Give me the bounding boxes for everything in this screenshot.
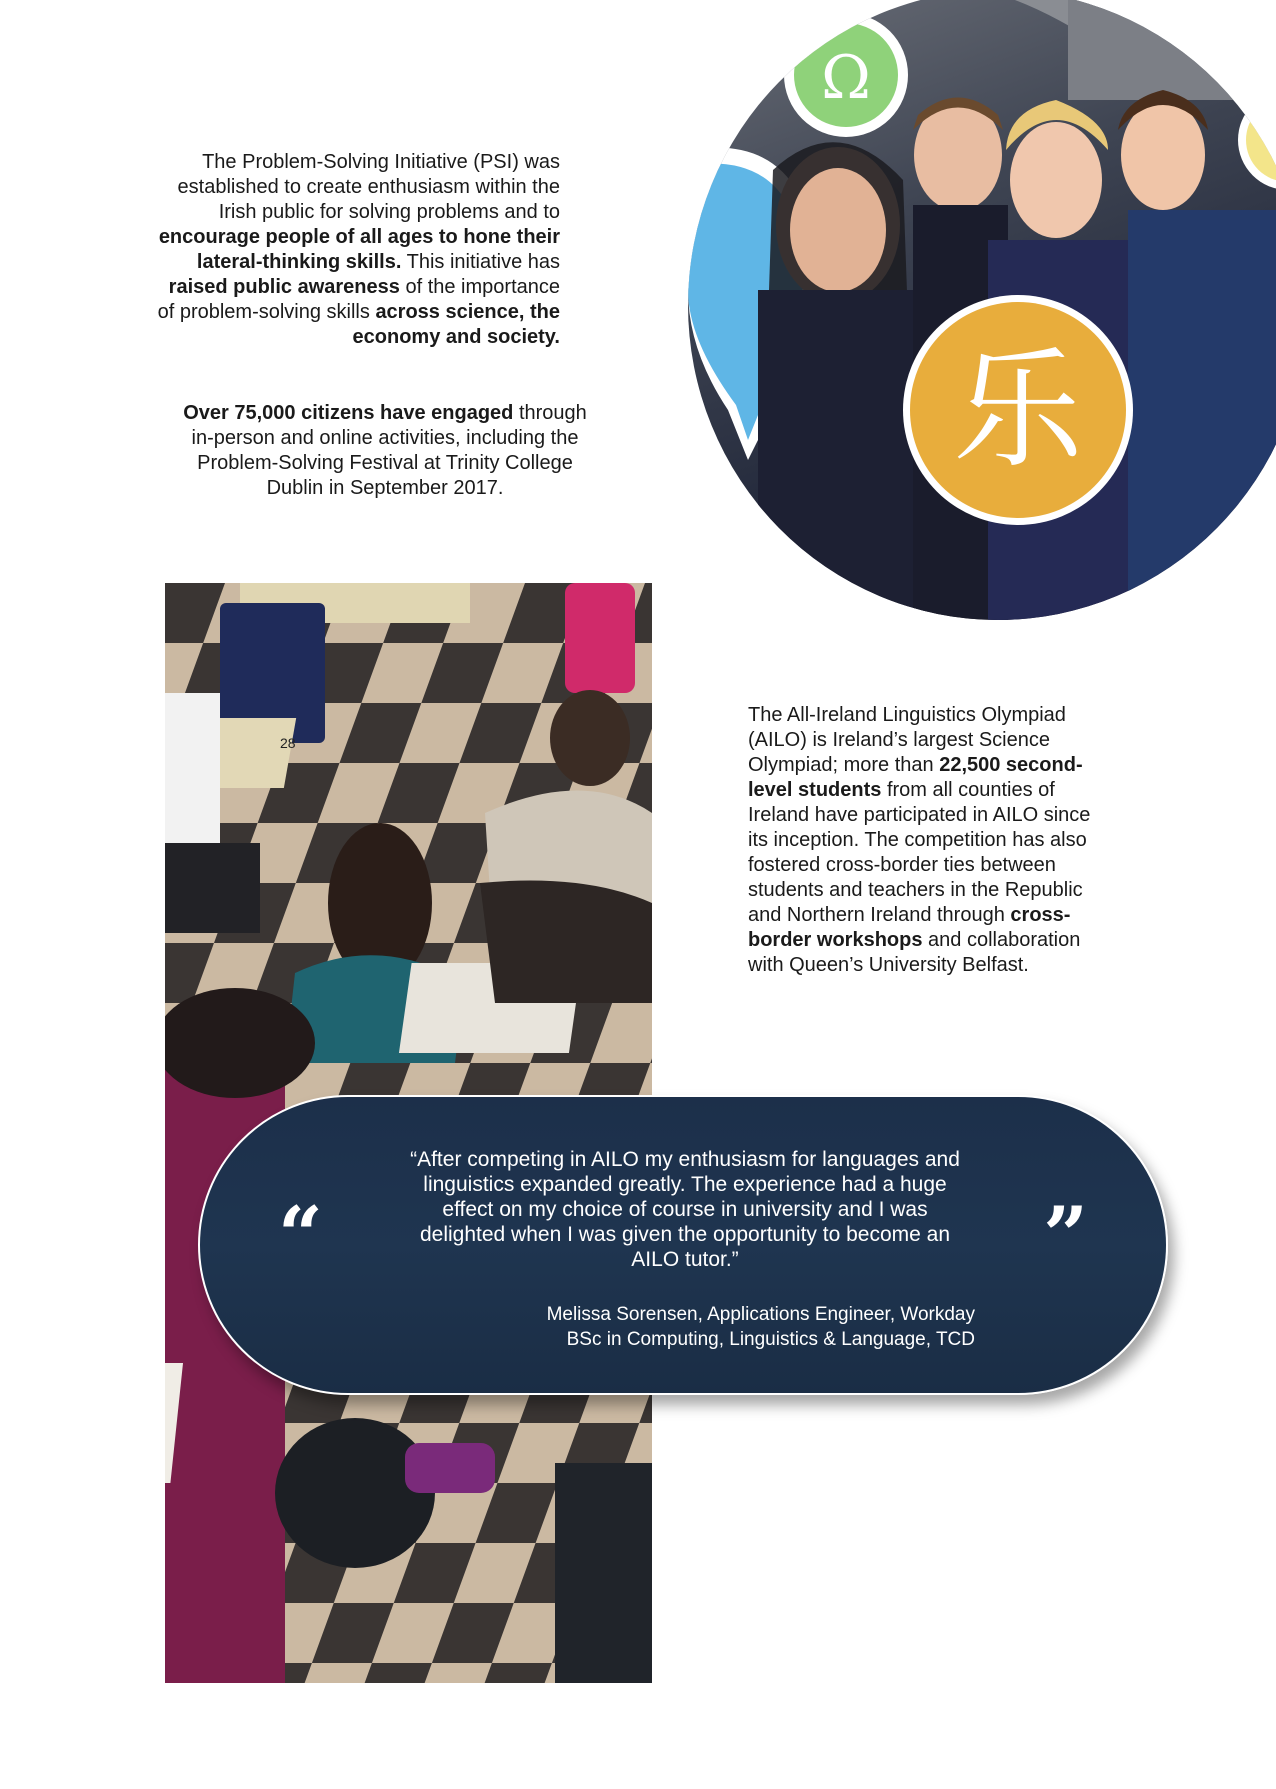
close-quote-icon: ” [1043, 1190, 1088, 1281]
psi-intro-bold-3: across science, the economy and society. [352, 301, 560, 348]
desk-number-label: 28 [280, 735, 296, 751]
ailo-paragraph [748, 703, 1108, 978]
testimonial-quote-box [198, 1095, 1168, 1395]
quote-text: “After competing in AILO my enthusiasm for languages and linguistics expanded greatly. The experience had a huge effect on my choice of course in university and I was delighted when I was given the opportunity to become an AILO tutor.” [410, 1148, 960, 1271]
psi-engaged-bold: Over 75,000 citizens have engaged [183, 402, 514, 424]
quote-degree: BSc in Computing, Linguistics & Language, TCD [566, 1329, 975, 1350]
ailo-text-2: from all counties of Ireland have participated in AILO since its inception. The competition has also fostered cross-border ties between students and teachers in the Republic and Northern Ireland through [748, 779, 1091, 926]
psi-intro-text-1: The Problem-Solving Initiative (PSI) was established to create enthusiasm within the Irish public for solving problems and to [177, 151, 560, 223]
open-quote-icon: “ [278, 1190, 323, 1281]
psi-engaged-text: through in-person and online activities, including the Problem-Solving Festival at Trinity College Dublin in September 2017. [191, 402, 587, 499]
psi-intro-bold-2: raised public awareness [168, 276, 400, 298]
psi-intro-paragraph [150, 150, 560, 350]
omega-sign-text: Ω [821, 43, 871, 113]
psi-intro-text-3: of the importance of problem-solving skills [157, 276, 560, 323]
ailo-text-3: and collaboration with Queen’s University Belfast. [748, 929, 1081, 976]
testimonial-quote-text [400, 1147, 970, 1272]
quote-author: Melissa Sorensen, Applications Engineer, Workday [546, 1304, 975, 1325]
psi-engagement-paragraph [170, 401, 600, 501]
students-photo [688, 0, 1276, 620]
ailo-bold-1: 22,500 second-level students [748, 754, 1083, 801]
testimonial-attribution [430, 1302, 975, 1352]
ailo-bold-2: cross-border workshops [748, 904, 1071, 951]
psi-intro-bold-1: encourage people of all ages to hone their lateral-thinking skills. [158, 226, 560, 273]
le-sign-text: 乐 [952, 334, 1084, 486]
psi-intro-text-2: This initiative has [401, 251, 560, 273]
ailo-text-1: The All-Ireland Linguistics Olympiad (AILO) is Ireland’s largest Science Olympiad; more than [748, 704, 1066, 776]
students-photo-illustration [688, 0, 1276, 620]
